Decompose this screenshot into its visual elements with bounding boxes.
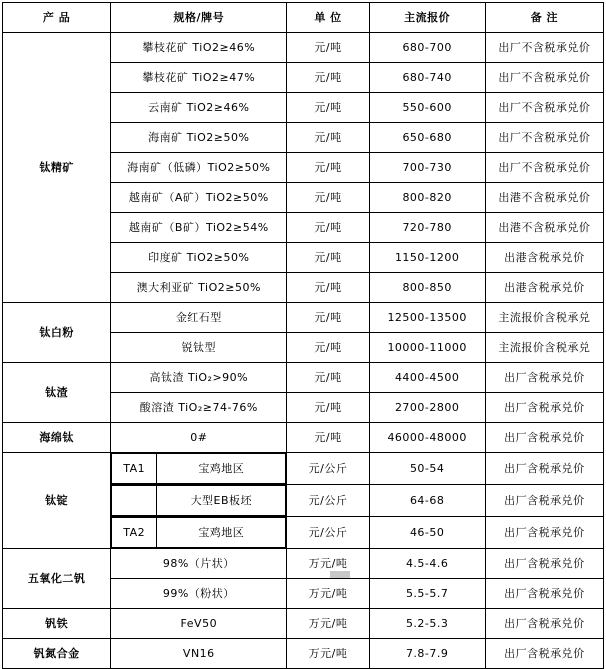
unit-cell: 元/吨 bbox=[287, 93, 369, 123]
note-cell: 出厂含税承兑价 bbox=[485, 639, 603, 669]
price-cell: 1150-1200 bbox=[369, 243, 485, 273]
note-cell: 出厂不含税承兑价 bbox=[485, 93, 603, 123]
table-row bbox=[3, 363, 604, 393]
spec-cell: 攀枝花矿 TiO2≥47% bbox=[111, 63, 287, 93]
spec-cell: 98%（片状） bbox=[111, 549, 287, 579]
unit-cell: 元/吨 bbox=[287, 363, 369, 393]
spec-cell: 酸溶渣 TiO₂≥74-76% bbox=[111, 393, 287, 423]
price-cell: 7.8-7.9 bbox=[369, 639, 485, 669]
price-cell: 800-820 bbox=[369, 183, 485, 213]
note-cell: 出港不含税承兑价 bbox=[485, 213, 603, 243]
price-cell: 46-50 bbox=[369, 517, 485, 549]
product-group-label: 钒铁 bbox=[3, 609, 111, 639]
note-cell: 出厂含税承兑价 bbox=[485, 363, 603, 393]
price-cell: 4.5-4.6 bbox=[369, 549, 485, 579]
unit-cell: 元/吨 bbox=[287, 423, 369, 453]
note-cell: 出港不含税承兑价 bbox=[485, 183, 603, 213]
note-cell: 出厂不含税承兑价 bbox=[485, 153, 603, 183]
spec-cell: FeV50 bbox=[111, 609, 287, 639]
product-group-label: 钛精矿 bbox=[3, 33, 111, 303]
note-cell: 出厂不含税承兑价 bbox=[485, 123, 603, 153]
unit-cell: 元/公斤 bbox=[287, 517, 369, 549]
note-cell: 出厂含税承兑价 bbox=[485, 609, 603, 639]
note-cell: 出港含税承兑价 bbox=[485, 243, 603, 273]
column-header-unit: 单 位 bbox=[287, 3, 369, 33]
price-cell: 680-700 bbox=[369, 33, 485, 63]
spec-cell: 越南矿（A矿）TiO2≥50% bbox=[111, 183, 287, 213]
unit-cell: 元/吨 bbox=[287, 333, 369, 363]
spec-cell: 大型EB板坯 bbox=[157, 486, 286, 516]
price-cell: 680-740 bbox=[369, 63, 485, 93]
note-cell: 出厂含税承兑价 bbox=[485, 485, 603, 517]
product-group-label: 五氧化二钒 bbox=[3, 549, 111, 609]
table-row bbox=[3, 609, 604, 639]
spec-cell: 印度矿 TiO2≥50% bbox=[111, 243, 287, 273]
unit-cell: 元/吨 bbox=[287, 243, 369, 273]
note-cell: 出厂含税承兑价 bbox=[485, 453, 603, 485]
grade-cell bbox=[112, 486, 157, 516]
table-row bbox=[3, 453, 604, 485]
spec-cell: 云南矿 TiO2≥46% bbox=[111, 93, 287, 123]
spec-cell: 宝鸡地区 bbox=[157, 518, 286, 548]
product-group-label: 钛白粉 bbox=[3, 303, 111, 363]
spec-cell: 海南矿（低磷）TiO2≥50% bbox=[111, 153, 287, 183]
note-cell: 出厂含税承兑价 bbox=[485, 423, 603, 453]
unit-cell: 元/吨 bbox=[287, 123, 369, 153]
unit-cell: 元/吨 bbox=[287, 183, 369, 213]
unit-cell: 元/吨 bbox=[287, 393, 369, 423]
note-cell: 出厂含税承兑价 bbox=[485, 549, 603, 579]
table-header-row bbox=[3, 3, 604, 33]
grade-cell: TA1 bbox=[112, 454, 157, 484]
note-cell: 出厂含税承兑价 bbox=[485, 579, 603, 609]
unit-cell: 元/吨 bbox=[287, 273, 369, 303]
unit-cell: 元/吨 bbox=[287, 63, 369, 93]
unit-cell: 万元/吨 bbox=[287, 609, 369, 639]
unit-cell: 元/公斤 bbox=[287, 453, 369, 485]
spec-cell: 锐钛型 bbox=[111, 333, 287, 363]
table-row bbox=[3, 33, 604, 63]
product-group-label: 海绵钛 bbox=[3, 423, 111, 453]
table-row bbox=[3, 639, 604, 669]
price-cell: 5.2-5.3 bbox=[369, 609, 485, 639]
table-row bbox=[3, 303, 604, 333]
product-group-label: 钛锭 bbox=[3, 453, 111, 549]
spec-cell: 攀枝花矿 TiO2≥46% bbox=[111, 33, 287, 63]
spec-cell: 99%（粉状） bbox=[111, 579, 287, 609]
unit-cell: 元/吨 bbox=[287, 213, 369, 243]
price-cell: 700-730 bbox=[369, 153, 485, 183]
spec-cell: 越南矿（B矿）TiO2≥54% bbox=[111, 213, 287, 243]
price-table bbox=[2, 2, 604, 669]
unit-cell: 元/吨 bbox=[287, 153, 369, 183]
price-cell: 650-680 bbox=[369, 123, 485, 153]
column-header-note: 备 注 bbox=[485, 3, 603, 33]
price-cell: 4400-4500 bbox=[369, 363, 485, 393]
price-cell: 550-600 bbox=[369, 93, 485, 123]
spec-cell: 高钛渣 TiO₂>90% bbox=[111, 363, 287, 393]
price-cell: 2700-2800 bbox=[369, 393, 485, 423]
unit-cell: 元/吨 bbox=[287, 303, 369, 333]
note-cell: 出厂含税承兑价 bbox=[485, 393, 603, 423]
product-group-label: 钛渣 bbox=[3, 363, 111, 423]
spec-cell: 澳大利亚矿 TiO2≥50% bbox=[111, 273, 287, 303]
price-cell: 720-780 bbox=[369, 213, 485, 243]
note-cell: 出厂不含税承兑价 bbox=[485, 33, 603, 63]
note-cell: 出厂含税承兑价 bbox=[485, 517, 603, 549]
product-group-label: 钒氮合金 bbox=[3, 639, 111, 669]
unit-cell: 元/公斤 bbox=[287, 485, 369, 517]
price-cell: 800-850 bbox=[369, 273, 485, 303]
price-cell: 64-68 bbox=[369, 485, 485, 517]
price-cell: 46000-48000 bbox=[369, 423, 485, 453]
table-row bbox=[3, 549, 604, 579]
price-cell: 12500-13500 bbox=[369, 303, 485, 333]
price-cell: 50-54 bbox=[369, 453, 485, 485]
price-cell: 10000-11000 bbox=[369, 333, 485, 363]
unit-cell: 元/吨 bbox=[287, 33, 369, 63]
table-row bbox=[3, 423, 604, 453]
spec-cell: 0# bbox=[111, 423, 287, 453]
unit-cell: 万元/吨 bbox=[287, 579, 369, 609]
note-cell: 主流报价含税承兑 bbox=[485, 333, 603, 363]
price-cell: 5.5-5.7 bbox=[369, 579, 485, 609]
spec-cell: 金红石型 bbox=[111, 303, 287, 333]
grade-cell: TA2 bbox=[112, 518, 157, 548]
unit-cell: 万元/吨 bbox=[287, 549, 369, 579]
spec-cell: VN16 bbox=[111, 639, 287, 669]
column-header-product: 产 品 bbox=[3, 3, 111, 33]
spec-cell: 海南矿 TiO2≥50% bbox=[111, 123, 287, 153]
unit-cell: 万元/吨 bbox=[287, 639, 369, 669]
page-footer-marker bbox=[330, 571, 350, 578]
spec-cell: 宝鸡地区 bbox=[157, 454, 286, 484]
column-header-price: 主流报价 bbox=[369, 3, 485, 33]
note-cell: 主流报价含税承兑 bbox=[485, 303, 603, 333]
note-cell: 出厂不含税承兑价 bbox=[485, 63, 603, 93]
column-header-spec: 规格/牌号 bbox=[111, 3, 287, 33]
note-cell: 出港含税承兑价 bbox=[485, 273, 603, 303]
